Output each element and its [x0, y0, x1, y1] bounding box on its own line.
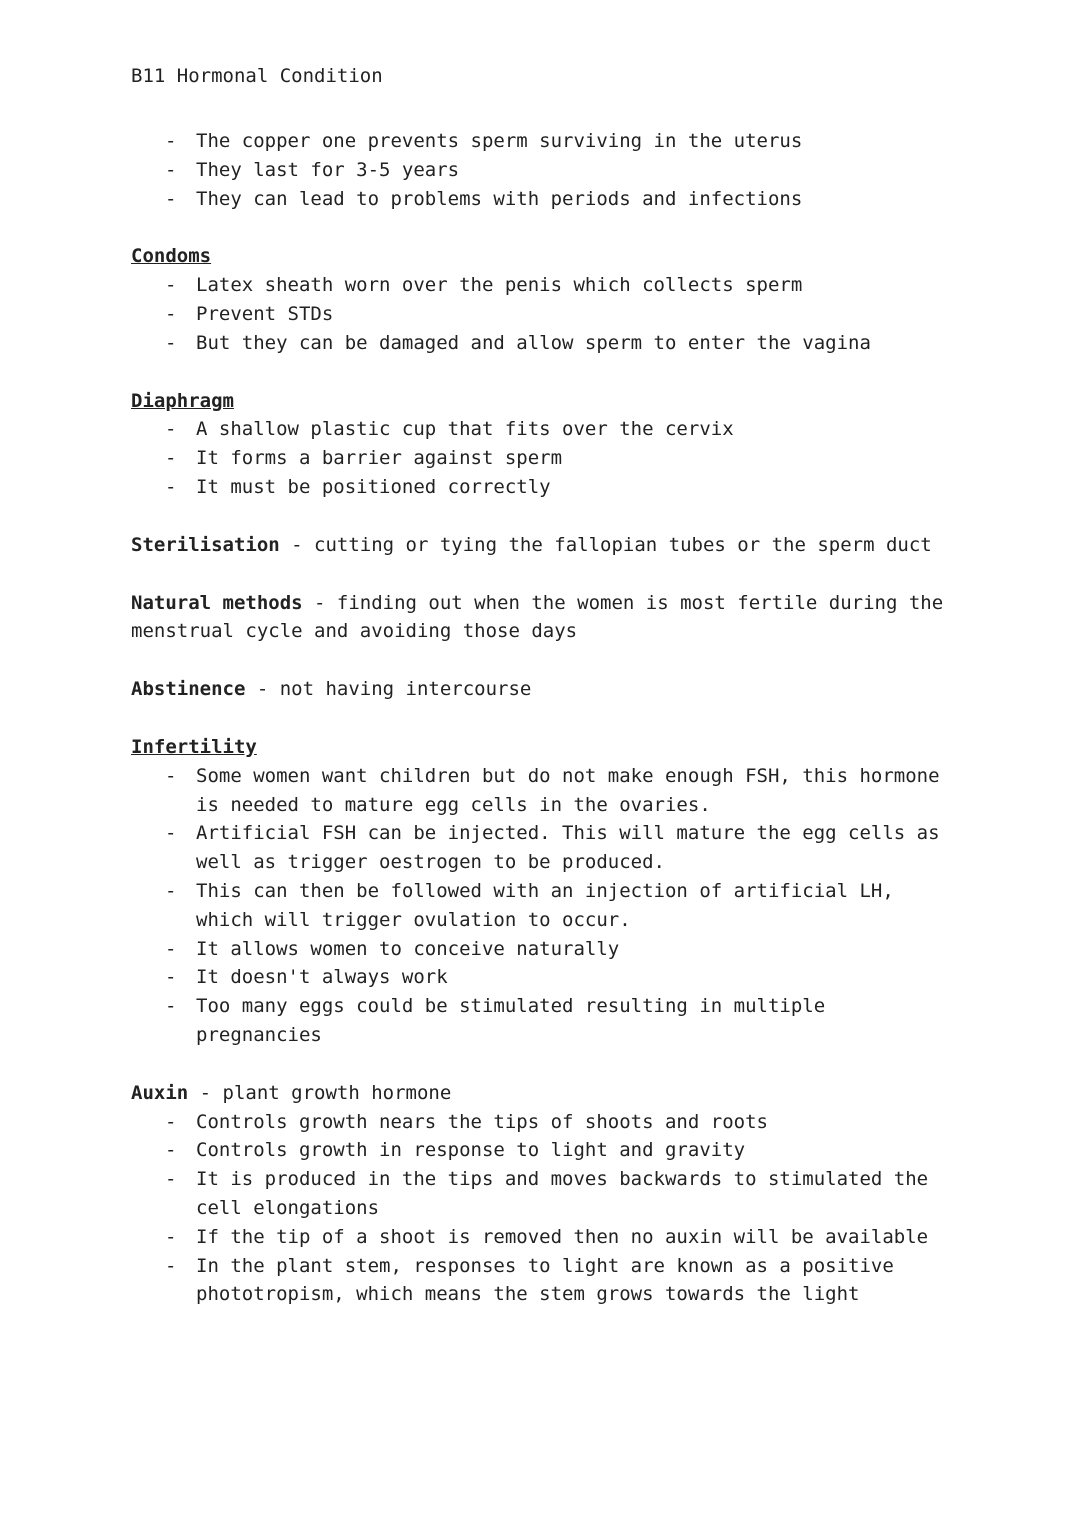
- document-page: [131, 62, 951, 1338]
- sterilisation-paragraph: [131, 531, 951, 560]
- auxin-paragraph: [131, 1079, 951, 1108]
- auxin-section: [131, 1079, 951, 1309]
- natural-methods-term: Natural methods: [131, 591, 303, 614]
- list-item: - It is produced in the tips and moves backwards to stimulated the cell elongations: [131, 1165, 951, 1223]
- list-item: - Some women want children but do not make enough FSH, this hormone is needed to mature egg cells in the ovaries.: [131, 762, 951, 820]
- natural-methods-section: [131, 589, 951, 647]
- list-item: - It allows women to conceive naturally: [131, 935, 951, 964]
- abstinence-paragraph: [131, 675, 951, 704]
- iud-bullet-list: [131, 127, 951, 213]
- abstinence-text: - not having intercourse: [245, 678, 532, 701]
- condoms-bullet-list: [131, 271, 951, 357]
- iud-section: [131, 127, 951, 213]
- list-item: - The copper one prevents sperm surviving in the uterus: [131, 127, 951, 156]
- list-item: - It must be positioned correctly: [131, 473, 951, 502]
- auxin-bullet-list: [131, 1108, 951, 1310]
- abstinence-term: Abstinence: [131, 678, 246, 701]
- list-item: - Controls growth nears the tips of shoots and roots: [131, 1108, 951, 1137]
- list-item: - Latex sheath worn over the penis which collects sperm: [131, 271, 951, 300]
- sterilisation-text: - cutting or tying the fallopian tubes or the sperm duct: [279, 533, 932, 556]
- diaphragm-section: [131, 387, 951, 502]
- document-title: B11 Hormonal Condition: [131, 65, 383, 87]
- natural-methods-text: - finding out when the women is most fertile during the menstrual cycle and avoiding those days: [131, 591, 944, 643]
- diaphragm-heading: Diaphragm: [131, 389, 234, 412]
- list-item: - In the plant stem, responses to light are known as a positive phototropism, which means the stem grows towards the light: [131, 1252, 951, 1310]
- natural-methods-paragraph: [131, 589, 951, 647]
- infertility-bullet-list: [131, 762, 951, 1050]
- list-item: - A shallow plastic cup that fits over the cervix: [131, 415, 951, 444]
- diaphragm-bullet-list: [131, 415, 951, 501]
- list-item: - Too many eggs could be stimulated resulting in multiple pregnancies: [131, 992, 951, 1050]
- list-item: - This can then be followed with an injection of artificial LH, which will trigger ovulation to occur.: [131, 877, 951, 935]
- list-item: - If the tip of a shoot is removed then no auxin will be available: [131, 1223, 951, 1252]
- sterilisation-section: [131, 531, 951, 560]
- list-item: - They last for 3-5 years: [131, 156, 951, 185]
- condoms-section: [131, 242, 951, 357]
- list-item: - It forms a barrier against sperm: [131, 444, 951, 473]
- list-item: - Prevent STDs: [131, 300, 951, 329]
- list-item: - Controls growth in response to light and gravity: [131, 1136, 951, 1165]
- condoms-heading: Condoms: [131, 245, 212, 268]
- sterilisation-term: Sterilisation: [131, 533, 280, 556]
- infertility-section: [131, 733, 951, 1050]
- list-item: - Artificial FSH can be injected. This will mature the egg cells as well as trigger oestrogen to be produced.: [131, 819, 951, 877]
- auxin-term: Auxin: [131, 1081, 189, 1104]
- infertility-heading: Infertility: [131, 735, 257, 758]
- auxin-text: - plant growth hormone: [188, 1081, 452, 1104]
- list-item: - It doesn't always work: [131, 963, 951, 992]
- abstinence-section: [131, 675, 951, 704]
- list-item: - They can lead to problems with periods and infections: [131, 185, 951, 214]
- list-item: - But they can be damaged and allow sperm to enter the vagina: [131, 329, 951, 358]
